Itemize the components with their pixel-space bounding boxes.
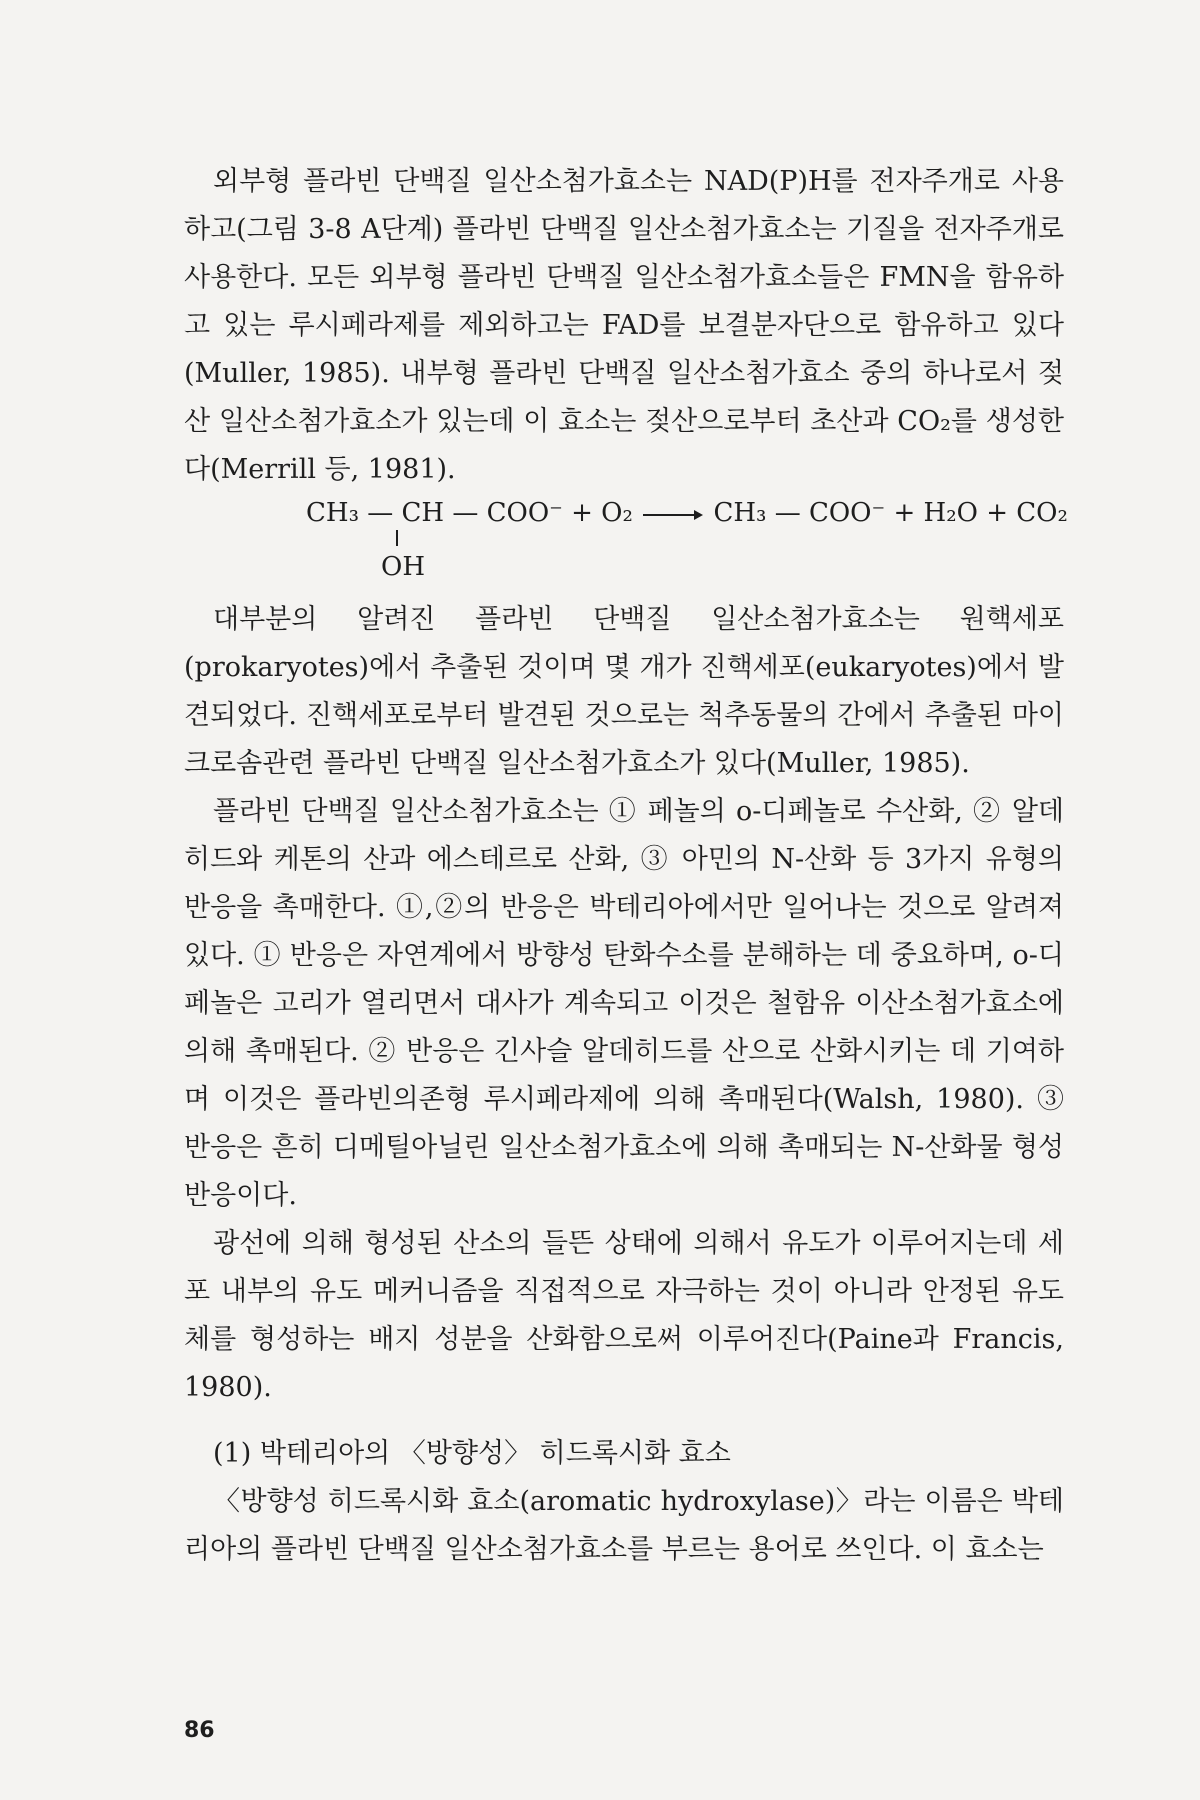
paragraph-aromatic-hydroxylase: 〈방향성 히드록시화 효소(aromatic hydroxylase)〉라는 이름은 박테리아의 플라빈 단백질 일산소첨가효소를 부르는 용어로 쓰인다. 이 효소는: [184, 1486, 1064, 1565]
equation-substituent: OH: [381, 552, 425, 582]
page-number: 86: [184, 1718, 215, 1743]
equation-products: CH₃ — COO⁻ + H₂O + CO₂: [713, 498, 1068, 528]
equation-reactants: CH₃ — CH — COO⁻ + O₂: [306, 498, 633, 528]
bond-line: [396, 530, 398, 546]
section-heading: (1) 박테리아의 〈방향성〉 히드록시화 효소: [213, 1438, 731, 1469]
paragraph-light-induction: 광선에 의해 형성된 산소의 들뜬 상태에 의해서 유도가 이루어지는데 세포 내부의 유도 메커니즘을 직접적으로 자극하는 것이 아니라 안정된 유도체를 형성하는 배지 성분을 산화함으로써 이루어진다(Paine과 Francis, 1980).: [184, 1228, 1064, 1403]
reaction-equation: [184, 494, 1068, 590]
page-body: [184, 158, 1068, 1574]
reaction-arrow-icon: [643, 509, 703, 521]
equation-line: [306, 498, 1068, 528]
paragraph-reaction-types: 플라빈 단백질 일산소첨가효소는 ① 페놀의 o-디페놀로 수산화, ② 알데히드와 케톤의 산과 에스테르로 산화, ③ 아민의 N-산화 등 3가지 유형의 반응을 촉매한다. ①,②의 반응은 박테리아에서만 일어나는 것으로 알려져 있다. ① 반응은 자연계에서 방향성 탄화수소를 분해하는 데 중요하며, o-디페놀은 고리가 열리면서 대사가 계속되고 이것은 철함유 이산소첨가효소에 의해 촉매된다. ② 반응은 긴사슬 알데히드를 산으로 산화시키는 데 기여하며 이것은 플라빈의존형 루시페라제에 의해 촉매된다(Walsh, 1980). ③ 반응은 흔히 디메틸아닐린 일산소첨가효소에 의해 촉매되는 N-산화물 형성 반응이다.: [184, 796, 1064, 1211]
paragraph-flavin-external: 외부형 플라빈 단백질 일산소첨가효소는 NAD(P)H를 전자주개로 사용하고(그림 3-8 A단계) 플라빈 단백질 일산소첨가효소는 기질을 전자주개로 사용한다. 모든 외부형 플라빈 단백질 일산소첨가효소들은 FMN을 함유하고 있는 루시페라제를 제외하고는 FAD를 보결분자단으로 함유하고 있다(Muller, 1985). 내부형 플라빈 단백질 일산소첨가효소 중의 하나로서 젖산 일산소첨가효소가 있는데 이 효소는 젖산으로부터 초산과 CO₂를 생성한다(Merrill 등, 1981).: [184, 166, 1064, 485]
paragraph-prokaryotes: 대부분의 알려진 플라빈 단백질 일산소첨가효소는 원핵세포(prokaryotes)에서 추출된 것이며 몇 개가 진핵세포(eukaryotes)에서 발견되었다. 진핵세포로부터 발견된 것으로는 척추동물의 간에서 추출된 마이크로솜관련 플라빈 단백질 일산소첨가효소가 있다(Muller, 1985).: [184, 604, 1064, 779]
